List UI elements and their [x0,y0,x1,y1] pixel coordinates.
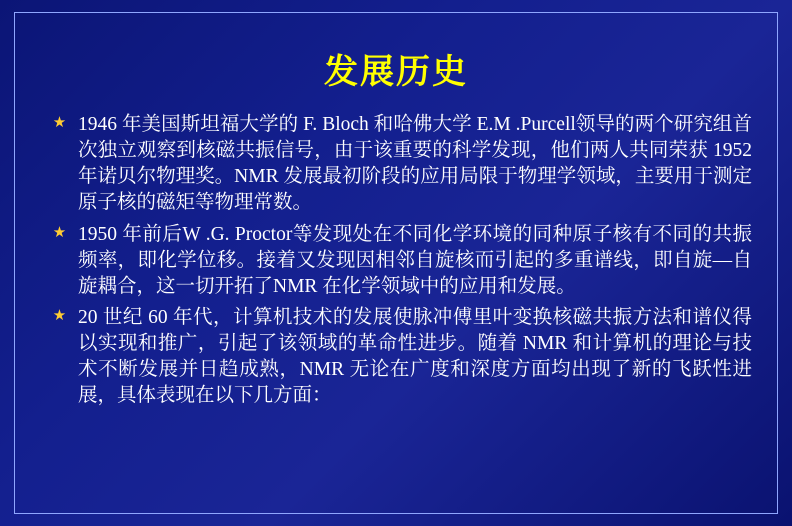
star-bullet-icon: ★ [52,224,67,241]
list-item-text: 1950 年前后W .G. Proctor等发现处在不同化学环境的同种原子核有不同的共振频率，即化学位移。接着又发现因相邻自旋核而引起的多重谱线，即自旋—自旋耦合，这一切开拓了NMR 在化学领域中的应用和发展。 [78,223,752,297]
page-title: 发展历史 [324,52,468,92]
star-bullet-icon: ★ [52,308,67,325]
list-item-text: 20 世纪 60 年代，计算机技术的发展使脉冲傅里叶变换核磁共振方法和谱仪得以实现和推广，引起了该领域的革命性进步。随着 NMR 和计算机的理论与技术不断发展并日趋成熟，NMR 无论在广度和深度方面均出现了新的飞跃性进展，具体表现在以下几方面： [78,307,752,407]
list-item [52,222,752,300]
star-bullet-icon: ★ [52,115,67,131]
list-item [52,112,752,216]
list-item [52,305,752,409]
list-item-text: 1946 年美国斯坦福大学的 F. Bloch 和哈佛大学 E.M .Purcell领导的两个研究组首次独立观察到核磁共振信号，由于该重要的科学发现，他们两人共同荣获 1952 年诺贝尔物理奖。NMR 发展最初阶段的应用局限于物理学领域，主要用于测定原子核的磁矩等物理常数。 [78,114,752,213]
slide-body [52,112,752,415]
